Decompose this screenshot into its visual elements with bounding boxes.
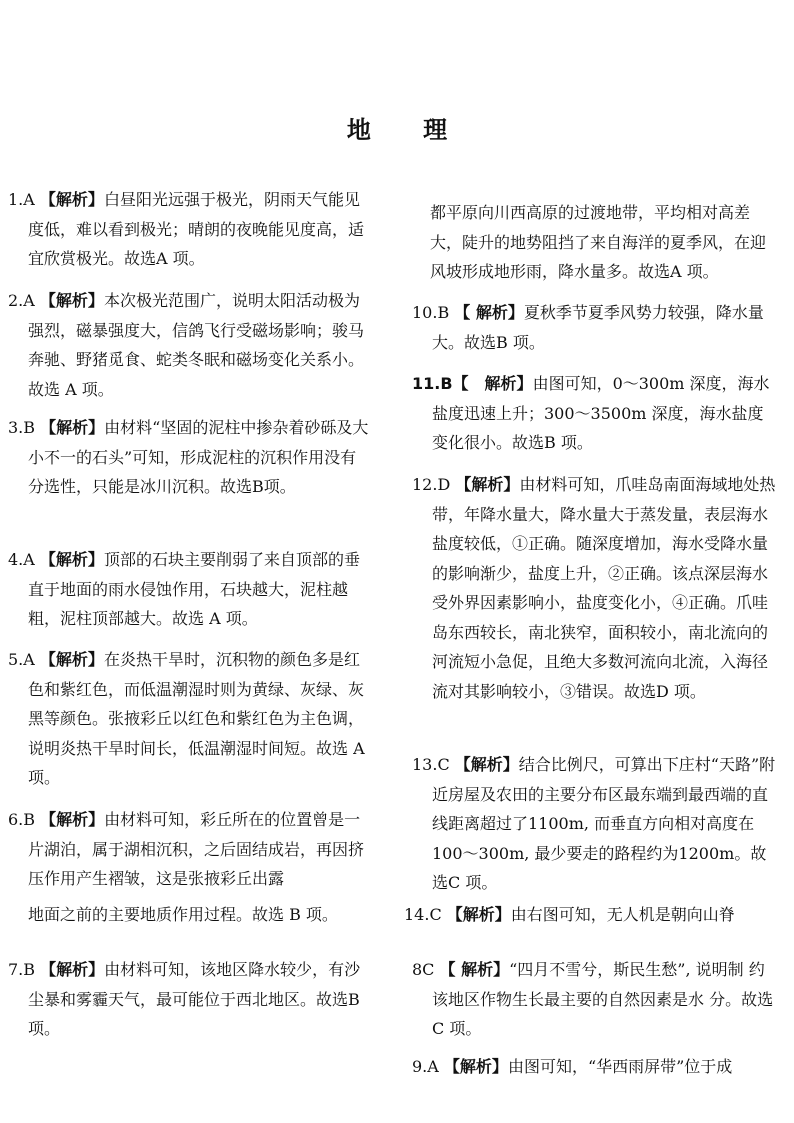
answer-5 [8,645,372,793]
answer-number: 7.B [8,960,36,979]
answer-text: 地面之前的主要地质作用过程。故选 B 项。 [28,905,338,924]
answer-text: 本次极光范围广，说明太阳活动极为强烈，磁暴强度大，信鸽飞行受磁场影响；骏马奔驰、野猪觅食、蛇类冬眠和磁场变化关系小。故选 A 项。 [28,291,365,399]
answer-number: 9.A [412,1057,439,1076]
analysis-tag: 【解析】 [39,291,104,310]
analysis-tag: 【解析】 [455,475,520,494]
answer-9 [412,1052,778,1082]
analysis-tag: 【解析】 [39,190,104,209]
answer-6-continued [28,900,372,930]
answer-text: 由材料可知，该地区降水较少，有沙尘暴和雾霾天气，最可能位于西北地区。故选B 项。 [28,960,361,1038]
answer-9-continued [430,198,780,287]
analysis-tag: 【解析】 [39,550,104,569]
analysis-tag: 【 解析】 [454,303,524,322]
answer-text: 在炎热干旱时，沉积物的颜色多是红色和紫红色，而低温潮湿时则为黄绿、灰绿、灰黑等颜色。张掖彩丘以红色和紫红色为主色调，说明炎热干旱时间长，低温潮湿时间短。故选 A 项。 [28,650,365,787]
answer-text: 都平原向川西高原的过渡地带，平均相对高差大，陡升的地势阻挡了来自海洋的夏季风，在迎风坡形成地形雨，降水量多。故选A 项。 [430,203,767,281]
answer-number: 8C [412,960,435,979]
analysis-tag: 【解析】 [443,1057,508,1076]
answer-text: “四月不雪兮，斯民生愁”, 说明制 约该地区作物生长最主要的自然因素是水 分。故选C 项。 [432,960,774,1038]
answer-text: 结合比例尺，可算出下庄村“天路”附近房屋及农田的主要分布区最东端到最西端的直线距离超过了1100m, 而垂直方向相对高度在100～300m, 最少要走的路程约为1200m。故选C 项。 [432,755,776,892]
answer-text: 顶部的石块主要削弱了来自顶部的垂直于地面的雨水侵蚀作用，石块越大，泥柱越粗，泥柱顶部越大。故选 A 项。 [28,550,360,628]
analysis-tag: 【解析】 [39,650,104,669]
answer-number: 4.A [8,550,35,569]
answer-10 [412,298,778,357]
page-title: 地 理 [346,116,470,144]
answer-number: 10.B [412,303,450,322]
analysis-tag: 【解析】 [446,905,511,924]
answer-text: 夏秋季节夏季风势力较强，降水量大。故选B 项。 [432,303,764,352]
answer-number: 6.B [8,810,36,829]
answer-text: 由图可知，0～300m 深度，海水盐度迅速上升；300～3500m 深度，海水盐度变化很小。故选B 项。 [432,374,770,452]
analysis-tag: 【 解析】 [439,960,510,979]
answer-text: 由图可知，“华西雨屏带”位于成 [507,1057,733,1076]
answer-text: 由材料“坚固的泥柱中掺杂着砂砾及大小不一的石头”可知，形成泥柱的沉积作用没有分选性，只能是冰川沉积。故选B项。 [28,418,369,496]
answer-number: 11.B [412,374,453,393]
analysis-tag: 【解析】 [40,418,105,437]
answer-13 [412,750,778,898]
analysis-tag: 【解析】 [454,755,519,774]
answer-number: 1.A [8,190,35,209]
answer-3 [8,413,372,502]
answer-text: 由右图可知，无人机是朝向山脊 [510,905,735,924]
answer-number: 14.C [404,905,442,924]
analysis-tag: 【解析】 [40,810,105,829]
answer-text: 白昼阳光远强于极光，阴雨天气能见度低，难以看到极光；晴朗的夜晚能见度高，适宜欣赏极光。故选A 项。 [28,190,365,268]
analysis-tag: 【解析】 [40,960,105,979]
answer-text: 由材料可知，彩丘所在的位置曾是一片湖泊，属于湖相沉积，之后固结成岩，再因挤压作用产生褶皱，这是张掖彩丘出露 [28,810,365,888]
answer-6 [8,805,372,894]
answer-14 [404,900,770,930]
answer-7 [8,955,372,1044]
answer-number: 2.A [8,291,35,310]
answer-11 [412,369,778,458]
answer-12 [412,470,778,706]
analysis-tag: 【 解析】 [452,374,533,393]
answer-number: 3.B [8,418,36,437]
answer-number: 13.C [412,755,450,774]
answer-text: 由材料可知，爪哇岛南面海域地处热带，年降水量大，降水量大于蒸发量，表层海水盐度较低，①正确。随深度增加，海水受降水量的影响渐少，盐度上升，②正确。该点深层海水受外界因素影响小，盐度变化小，④正确。爪哇岛东西较长，南北狭窄，面积较小，南北流向的河流短小急促，且绝大多数河流向北流，入海径流对其影响较小，③错误。故选D 项。 [432,475,776,701]
answer-2 [8,286,372,404]
answer-4 [8,545,372,634]
answer-number: 5.A [8,650,35,669]
answer-8 [412,955,778,1044]
answer-1 [8,185,372,274]
answer-number: 12.D [412,475,451,494]
